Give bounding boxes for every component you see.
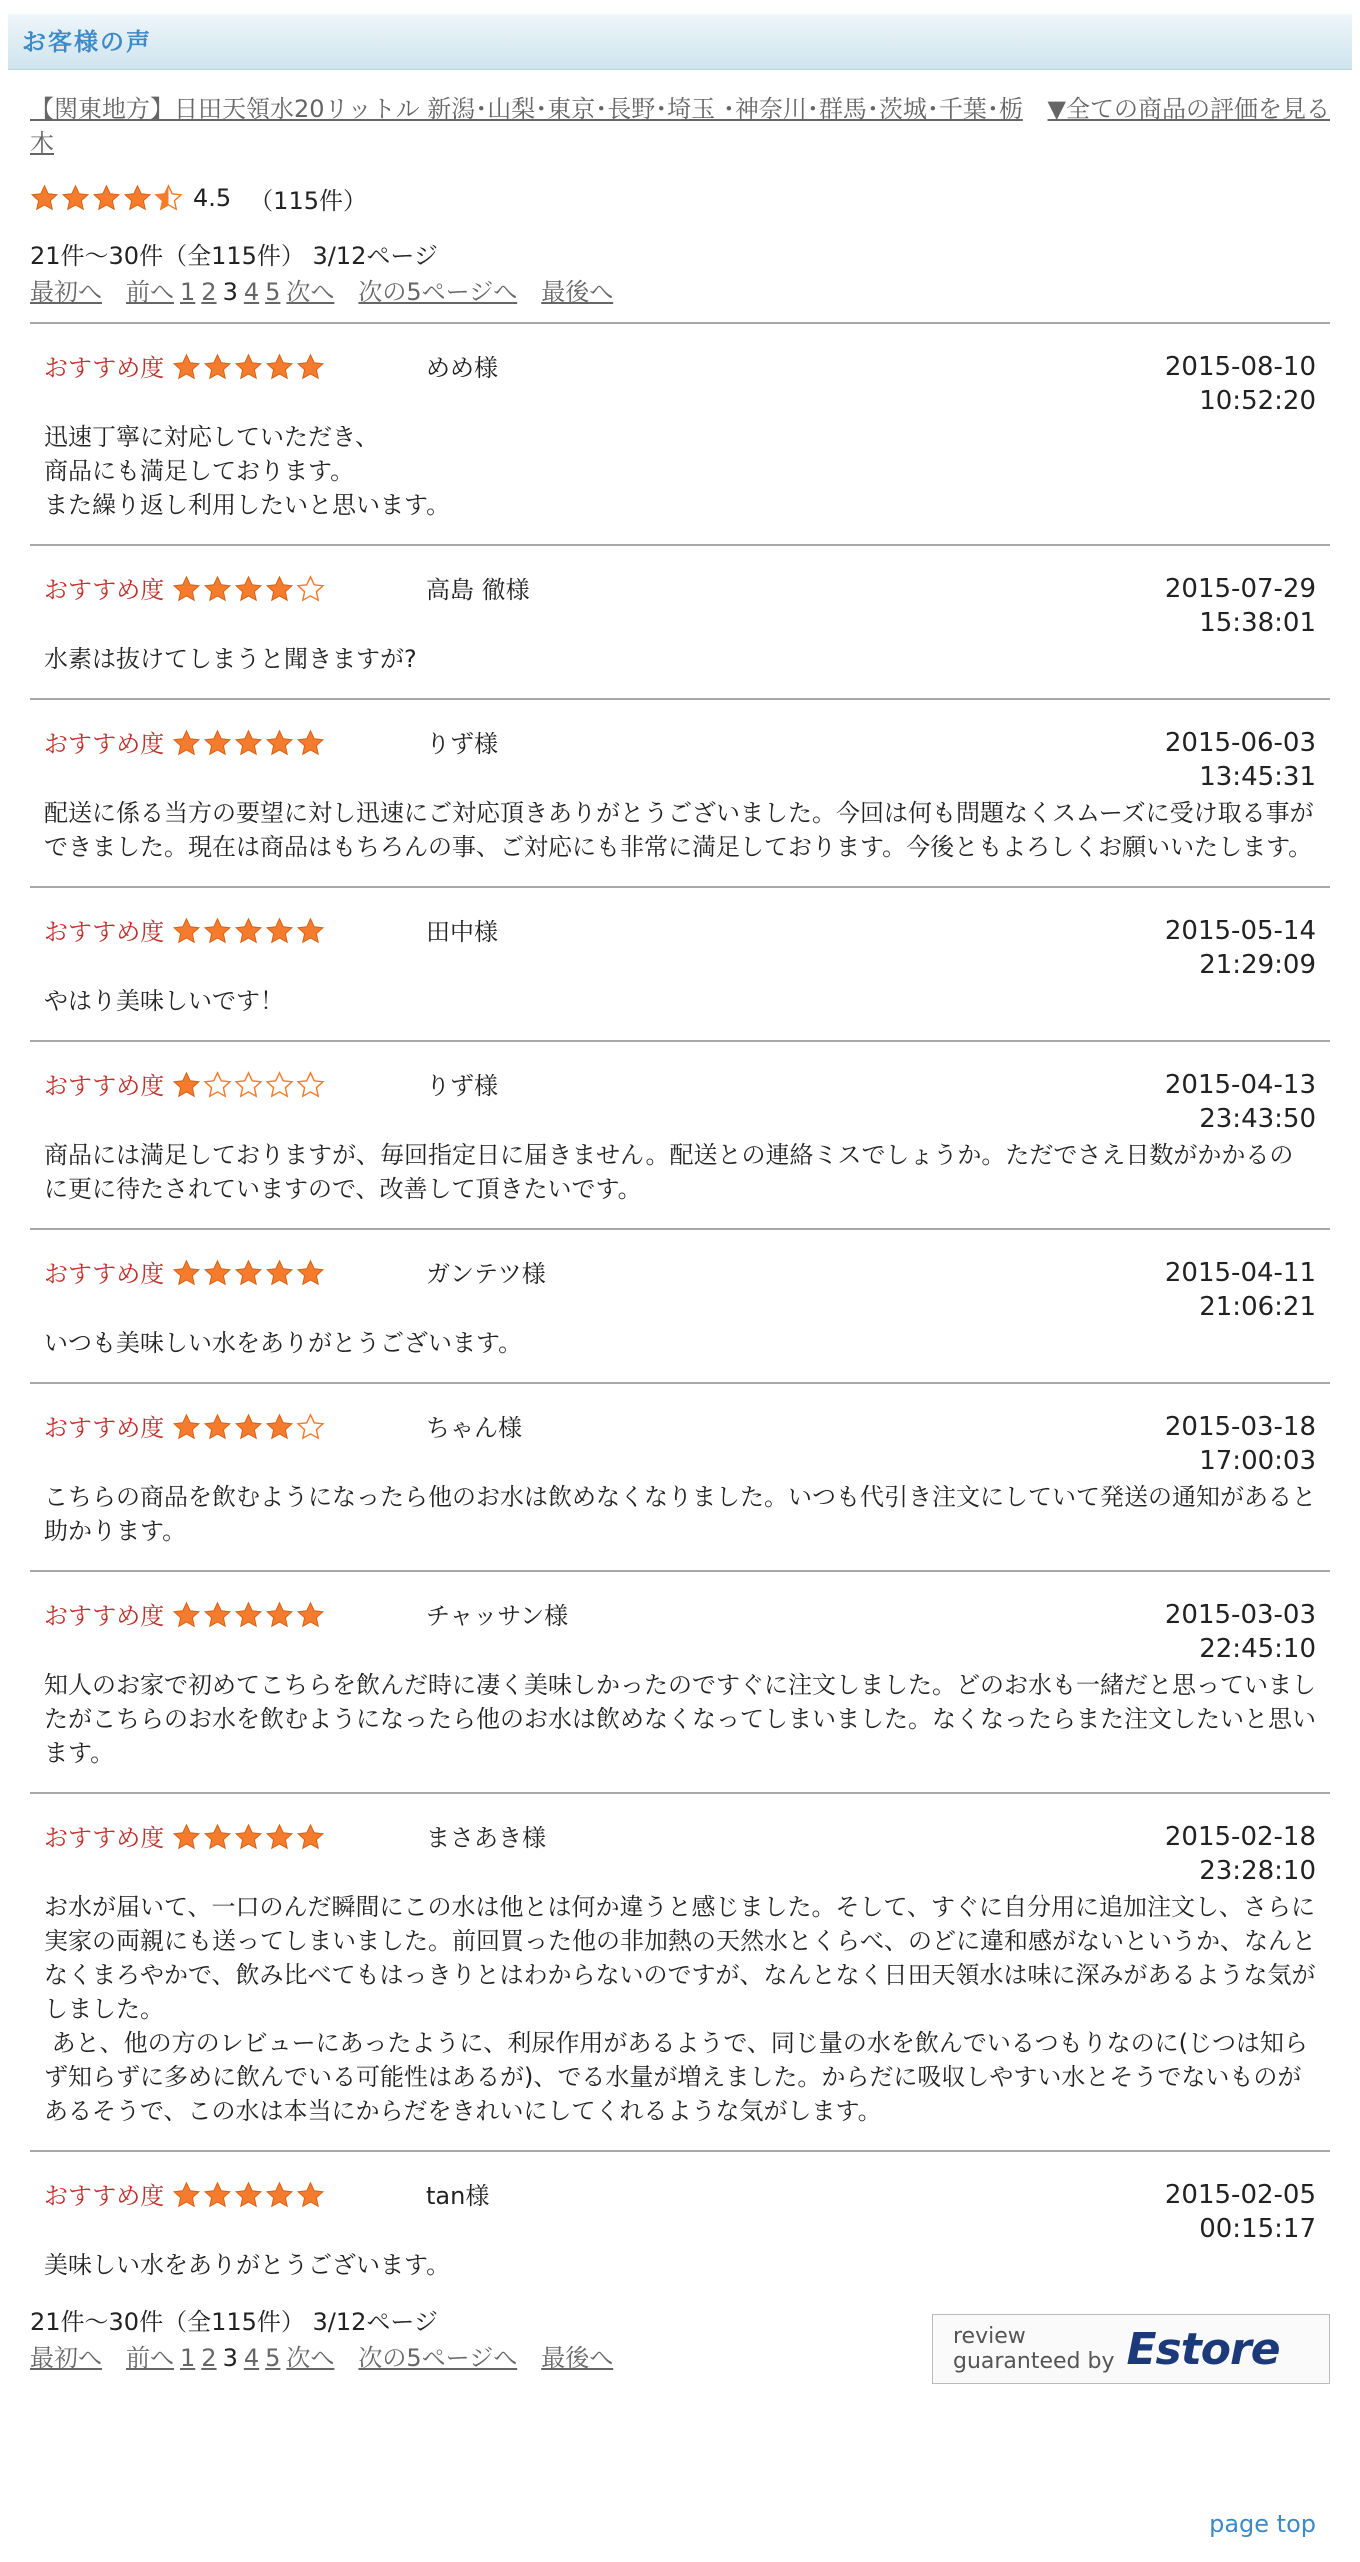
star-icon xyxy=(92,184,121,213)
pager-page-2-link[interactable]: 2 xyxy=(201,278,217,306)
star-empty-icon xyxy=(296,575,325,604)
review-datetime xyxy=(1165,350,1316,418)
star-icon xyxy=(265,1413,294,1442)
average-rating xyxy=(30,178,1330,218)
star-icon xyxy=(203,1413,232,1442)
review-stars xyxy=(172,917,327,946)
pager-last-link[interactable]: 最後へ xyxy=(541,278,614,306)
star-icon xyxy=(234,1601,263,1630)
pager-page-5-link[interactable]: 5 xyxy=(265,278,281,306)
star-icon xyxy=(265,917,294,946)
review-datetime xyxy=(1165,2178,1316,2246)
star-icon xyxy=(234,2181,263,2210)
pager-links xyxy=(30,274,1330,310)
review-stars xyxy=(172,575,327,604)
review-date: 2015-05-14 xyxy=(1164,916,1316,946)
reviewer-name: tan様 xyxy=(426,2182,490,2210)
recommend-label: おすすめ度 xyxy=(44,1414,165,1442)
review-datetime xyxy=(1165,726,1316,794)
review-text: 配送に係る当方の要望に対し迅速にご対応頂きありがとうございました。今回は何も問題なくスムーズに受け取る事ができました。現在は商品はもちろんの事、ご対応にも非常に満足しております。今後ともよろしくお願いいたします。 xyxy=(44,799,1314,861)
section-title: お客様の声 xyxy=(22,28,152,56)
star-icon xyxy=(203,917,232,946)
average-stars xyxy=(30,184,185,213)
review-datetime xyxy=(1165,1598,1316,1666)
pager-first-link[interactable]: 最初へ xyxy=(30,2344,102,2372)
badge-text xyxy=(953,2324,1115,2374)
star-icon xyxy=(203,1259,232,1288)
badge-line2: guaranteed by xyxy=(953,2349,1115,2374)
star-icon xyxy=(30,184,59,213)
star-icon xyxy=(172,2181,201,2210)
average-score: 4.5 xyxy=(193,184,232,212)
reviewer-name: めめ様 xyxy=(426,354,498,382)
reviewer-name: まさあき様 xyxy=(426,1824,546,1852)
review-datetime xyxy=(1165,1068,1316,1136)
reviewer-name: 田中様 xyxy=(426,918,498,946)
review-stars xyxy=(172,729,327,758)
star-icon xyxy=(61,184,90,213)
reviewer-name: りず様 xyxy=(426,1072,498,1100)
pager-prev-link[interactable]: 前へ xyxy=(126,278,174,306)
recommend-label: おすすめ度 xyxy=(44,1072,165,1100)
star-icon xyxy=(172,729,201,758)
star-icon xyxy=(265,1259,294,1288)
star-icon xyxy=(203,729,232,758)
star-icon xyxy=(234,1413,263,1442)
star-icon xyxy=(172,1413,201,1442)
review-header xyxy=(44,914,1316,984)
recommend-label: おすすめ度 xyxy=(44,1824,165,1852)
star-icon xyxy=(172,1823,201,1852)
review-stars xyxy=(172,1823,327,1852)
review-time: 00:15:17 xyxy=(1199,2214,1316,2244)
review-header xyxy=(44,1256,1316,1326)
star-empty-icon xyxy=(203,1071,232,1100)
review-item xyxy=(30,886,1330,1040)
review-date: 2015-06-03 xyxy=(1164,728,1316,758)
review-time: 15:38:01 xyxy=(1199,608,1316,638)
pager-prev-link[interactable]: 前へ xyxy=(126,2344,174,2372)
review-text: 美味しい水をありがとうございます。 xyxy=(44,2251,451,2279)
star-icon xyxy=(203,575,232,604)
review-item xyxy=(30,1570,1330,1792)
star-empty-icon xyxy=(234,1071,263,1100)
review-stars xyxy=(172,1601,327,1630)
star-icon xyxy=(172,1071,201,1100)
review-date: 2015-02-05 xyxy=(1164,2180,1316,2210)
review-text: やはり美味しいです！ xyxy=(44,987,284,1015)
star-icon xyxy=(296,1601,325,1630)
star-icon xyxy=(234,1259,263,1288)
star-icon xyxy=(234,353,263,382)
pager-current-page: 3 xyxy=(222,2344,238,2372)
pager-last-link[interactable]: 最後へ xyxy=(541,2344,614,2372)
review-item xyxy=(30,698,1330,886)
review-header xyxy=(44,1598,1316,1668)
star-icon xyxy=(265,729,294,758)
review-datetime xyxy=(1165,1256,1316,1324)
star-icon xyxy=(296,1259,325,1288)
recommend-label: おすすめ度 xyxy=(44,354,165,382)
review-item xyxy=(30,2150,1330,2304)
review-header xyxy=(44,1820,1316,1890)
star-icon xyxy=(234,729,263,758)
recommend-label: おすすめ度 xyxy=(44,1260,165,1288)
star-icon xyxy=(203,1601,232,1630)
recommend-label: おすすめ度 xyxy=(44,730,165,758)
review-header xyxy=(44,572,1316,642)
review-header xyxy=(44,1410,1316,1480)
star-empty-icon xyxy=(296,1071,325,1100)
star-icon xyxy=(296,729,325,758)
star-empty-icon xyxy=(265,1071,294,1100)
recommend-label: おすすめ度 xyxy=(44,918,165,946)
review-time: 10:52:20 xyxy=(1199,386,1316,416)
estore-logo: Estore xyxy=(1126,2323,1280,2375)
reviewer-name: チャッサン様 xyxy=(426,1602,569,1630)
badge-line1: review xyxy=(953,2324,1026,2349)
star-icon xyxy=(265,353,294,382)
star-icon xyxy=(265,1601,294,1630)
pager-page-5-link[interactable]: 5 xyxy=(265,2344,281,2372)
reviewer-name: りず様 xyxy=(426,730,498,758)
review-datetime xyxy=(1165,914,1316,982)
main-content xyxy=(30,86,1330,2414)
star-icon xyxy=(265,575,294,604)
star-icon xyxy=(123,184,152,213)
review-header xyxy=(44,726,1316,796)
review-time: 22:45:10 xyxy=(1199,1634,1316,1664)
review-item xyxy=(30,1040,1330,1228)
review-text: 知人のお家で初めてこちらを飲んだ時に凄く美味しかったのですぐに注文しました。どのお水も一緒だと思っていましたがこちらのお水を飲むようになったら他のお水は飲めなくなってしまいました。なくなったらまた注文したいと思います。 xyxy=(44,1671,1316,1767)
review-text: 迅速丁寧に対応していただき、 商品にも満足しております。 また繰り返し利用したいと思います。 xyxy=(44,423,451,519)
review-date: 2015-03-18 xyxy=(1164,1412,1316,1442)
section-header xyxy=(8,14,1352,70)
star-icon xyxy=(296,1823,325,1852)
pager-page-1-link[interactable]: 1 xyxy=(180,2344,196,2372)
review-stars xyxy=(172,1259,327,1288)
reviewer-name: 高島 徹様 xyxy=(426,576,530,604)
review-datetime xyxy=(1165,572,1316,640)
review-item xyxy=(30,544,1330,698)
estore-badge[interactable] xyxy=(932,2314,1330,2384)
review-text: こちらの商品を飲むようになったら他のお水は飲めなくなりました。いつも代引き注文にしていて発送の通知があると助かります。 xyxy=(44,1483,1316,1545)
recommend-label: おすすめ度 xyxy=(44,2182,165,2210)
star-icon xyxy=(296,353,325,382)
review-item xyxy=(30,322,1330,544)
top-pager xyxy=(30,238,1330,310)
star-icon xyxy=(203,353,232,382)
review-stars xyxy=(172,2181,327,2210)
review-date: 2015-04-13 xyxy=(1164,1070,1316,1100)
review-datetime xyxy=(1165,1820,1316,1888)
star-icon xyxy=(234,575,263,604)
pager-page-4-link[interactable]: 4 xyxy=(243,2344,260,2372)
review-text: 商品には満足しておりますが、毎回指定日に届きません。配送との連絡ミスでしょうか。ただでさえ日数がかかるのに更に待たされていますので、改善して頂きたいです。 xyxy=(44,1141,1294,1203)
star-icon xyxy=(265,1823,294,1852)
recommend-label: おすすめ度 xyxy=(44,576,165,604)
review-stars xyxy=(172,1071,327,1100)
pager-next5-link[interactable]: 次の5ページへ xyxy=(358,2344,518,2372)
review-time: 13:45:31 xyxy=(1199,762,1316,792)
star-icon xyxy=(203,1823,232,1852)
all-reviews-link[interactable]: ▼全ての商品の評価を見る xyxy=(1047,95,1330,123)
review-header xyxy=(44,1068,1316,1138)
star-half-icon xyxy=(154,184,183,213)
review-datetime xyxy=(1165,1410,1316,1478)
review-item xyxy=(30,1792,1330,2150)
review-time: 21:29:09 xyxy=(1199,950,1316,980)
review-list xyxy=(30,322,1330,2304)
star-icon xyxy=(234,917,263,946)
product-row xyxy=(30,86,1330,162)
pager-next-link[interactable]: 次へ xyxy=(286,2344,335,2372)
star-icon xyxy=(172,575,201,604)
review-text: お水が届いて、一口のんだ瞬間にこの水は他とは何か違うと感じました。そして、すぐに自分用に追加注文し、さらに実家の両親にも送ってしまいました。前回買った他の非加熱の天然水とくらべ、のどに違和感がないというか、なんとなくまろやかで、飲み比べてもはっきりとはわからないのですが、なんとなく日田天領水は味に深みがあるような気がしました。 あと、他の方のレビューにあったように、利尿作用があるようで、同じ量の水を飲んでいるつもりなのに(じつは知らず知らずに多めに飲んでいる可能性はあるが)、でる水量が増えました。からだに吸収しやすい水とそうでないものがあるそうで、この水は本当にからだをきれいにしてくれるような気がします。 xyxy=(44,1893,1316,2125)
star-icon xyxy=(296,2181,325,2210)
page-top-link[interactable]: page top xyxy=(1209,2510,1316,2538)
review-header xyxy=(44,2178,1316,2248)
pager-range: 21件～30件（全115件） 3/12ページ xyxy=(30,2308,438,2336)
star-icon xyxy=(172,1601,201,1630)
pager-page-2-link[interactable]: 2 xyxy=(201,2344,217,2372)
star-icon xyxy=(172,917,201,946)
pager-next-link[interactable]: 次へ xyxy=(286,278,335,306)
review-time: 17:00:03 xyxy=(1199,1446,1316,1476)
star-icon xyxy=(265,2181,294,2210)
star-empty-icon xyxy=(296,1413,325,1442)
star-icon xyxy=(172,1259,201,1288)
review-date: 2015-04-11 xyxy=(1164,1258,1316,1288)
star-icon xyxy=(203,2181,232,2210)
review-stars xyxy=(172,1413,327,1442)
review-item xyxy=(30,1228,1330,1382)
reviewer-name: ガンテツ様 xyxy=(426,1260,546,1288)
review-header xyxy=(44,350,1316,420)
recommend-label: おすすめ度 xyxy=(44,1602,165,1630)
reviewer-name: ちゃん様 xyxy=(426,1414,522,1442)
review-date: 2015-03-03 xyxy=(1164,1600,1316,1630)
review-stars xyxy=(172,353,327,382)
review-date: 2015-02-18 xyxy=(1164,1822,1316,1852)
review-date: 2015-07-29 xyxy=(1164,574,1316,604)
review-time: 23:43:50 xyxy=(1199,1104,1316,1134)
review-count: （115件） xyxy=(249,186,367,215)
pager-range: 21件～30件（全115件） 3/12ページ xyxy=(30,242,438,270)
star-icon xyxy=(172,353,201,382)
review-item xyxy=(30,1382,1330,1570)
product-link[interactable]: 【関東地方】日田天領水20リットル 新潟･山梨･東京･長野･埼玉 ･神奈川･群馬･茨城･千葉･栃木 xyxy=(30,95,1023,157)
review-time: 21:06:21 xyxy=(1199,1292,1316,1322)
review-time: 23:28:10 xyxy=(1199,1856,1316,1886)
review-text: いつも美味しい水をありがとうございます。 xyxy=(44,1329,523,1357)
review-text: 水素は抜けてしまうと聞きますが? xyxy=(44,645,417,673)
pager-page-4-link[interactable]: 4 xyxy=(243,278,260,306)
pager-current-page: 3 xyxy=(222,278,238,306)
star-icon xyxy=(234,1823,263,1852)
bottom-pager-row xyxy=(30,2304,1330,2414)
review-date: 2015-08-10 xyxy=(1164,352,1316,382)
pager-first-link[interactable]: 最初へ xyxy=(30,278,102,306)
star-icon xyxy=(296,917,325,946)
pager-page-1-link[interactable]: 1 xyxy=(180,278,196,306)
pager-next5-link[interactable]: 次の5ページへ xyxy=(358,278,518,306)
